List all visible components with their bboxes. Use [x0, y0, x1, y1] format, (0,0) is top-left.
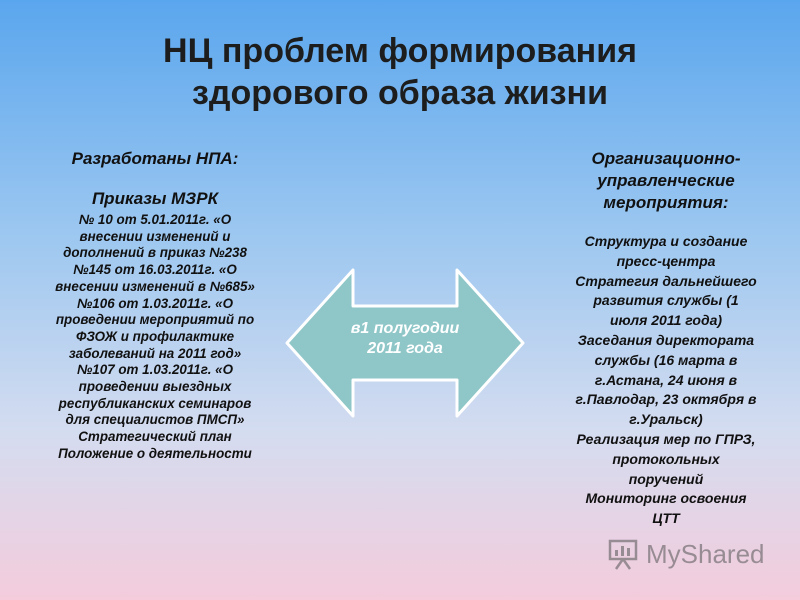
- right-line: развития службы (1: [593, 292, 739, 309]
- left-body: [30, 212, 280, 463]
- right-heading-line: управленческие: [597, 171, 735, 190]
- watermark: [606, 534, 776, 574]
- right-line: службы (16 марта в: [594, 351, 738, 368]
- right-line: г.Уральск): [629, 411, 703, 428]
- right-line: г.Павлодар, 23 октября в: [575, 391, 757, 408]
- arrow-label: [325, 319, 485, 359]
- left-line: внесении изменений и: [79, 228, 231, 244]
- presentation-board-icon: [606, 537, 640, 571]
- left-line: ФЗОЖ и профилактике: [75, 328, 235, 344]
- double-arrow: [285, 268, 525, 418]
- right-line: июля 2011 года): [609, 312, 723, 329]
- left-line: № 10 от 5.01.2011г. «О: [78, 212, 232, 227]
- left-heading: Разработаны НПА:: [71, 149, 239, 168]
- right-line: Стратегия дальнейшего: [575, 272, 757, 289]
- right-line: ЦТТ: [652, 510, 680, 527]
- arrow-label-line-1: в1 полугодии: [350, 320, 460, 337]
- right-heading: [550, 148, 782, 214]
- right-line: Структура и создание: [584, 233, 748, 249]
- left-line: №145 от 16.03.2011г. «О: [73, 262, 237, 278]
- title-line-2: здорового образа жизни: [192, 74, 608, 112]
- left-line: дополнений в приказ №238: [63, 245, 247, 261]
- right-line: Мониторинг освоения: [585, 490, 747, 507]
- right-line: Заседания директората: [577, 331, 755, 348]
- right-column: [550, 148, 782, 529]
- right-line: поручений: [628, 470, 704, 487]
- left-line: заболеваний на 2011 год»: [68, 345, 242, 361]
- right-heading-line: Организационно-: [591, 149, 741, 168]
- title-line-1: НЦ проблем формирования: [163, 32, 637, 70]
- left-line: проведении выездных: [78, 379, 232, 395]
- right-body: [550, 232, 782, 529]
- right-line: протокольных: [612, 450, 720, 467]
- left-line: для специалистов ПМСП»: [65, 412, 245, 428]
- left-line: Положение о деятельности: [58, 445, 252, 461]
- right-line: Реализация мер по ГПРЗ,: [576, 430, 756, 447]
- right-line: г.Астана, 24 июня в: [594, 371, 738, 388]
- left-column: [30, 148, 280, 463]
- left-subheading: Приказы МЗРК: [91, 189, 219, 208]
- left-line: Стратегический план: [78, 429, 232, 445]
- arrow-label-line-2: 2011 года: [367, 340, 443, 357]
- left-line: №107 от 1.03.2011г. «О: [76, 362, 234, 378]
- right-heading-line: мероприятия:: [603, 193, 729, 212]
- watermark-text: MyShared: [646, 538, 765, 569]
- left-line: внесении изменений в №685»: [55, 278, 255, 294]
- left-line: проведении мероприятий по: [55, 312, 255, 328]
- right-line: пресс-центра: [616, 252, 716, 269]
- left-line: республиканских семинаров: [58, 395, 252, 411]
- page-title: [0, 30, 800, 114]
- left-line: №106 от 1.03.2011г. «О: [76, 295, 234, 311]
